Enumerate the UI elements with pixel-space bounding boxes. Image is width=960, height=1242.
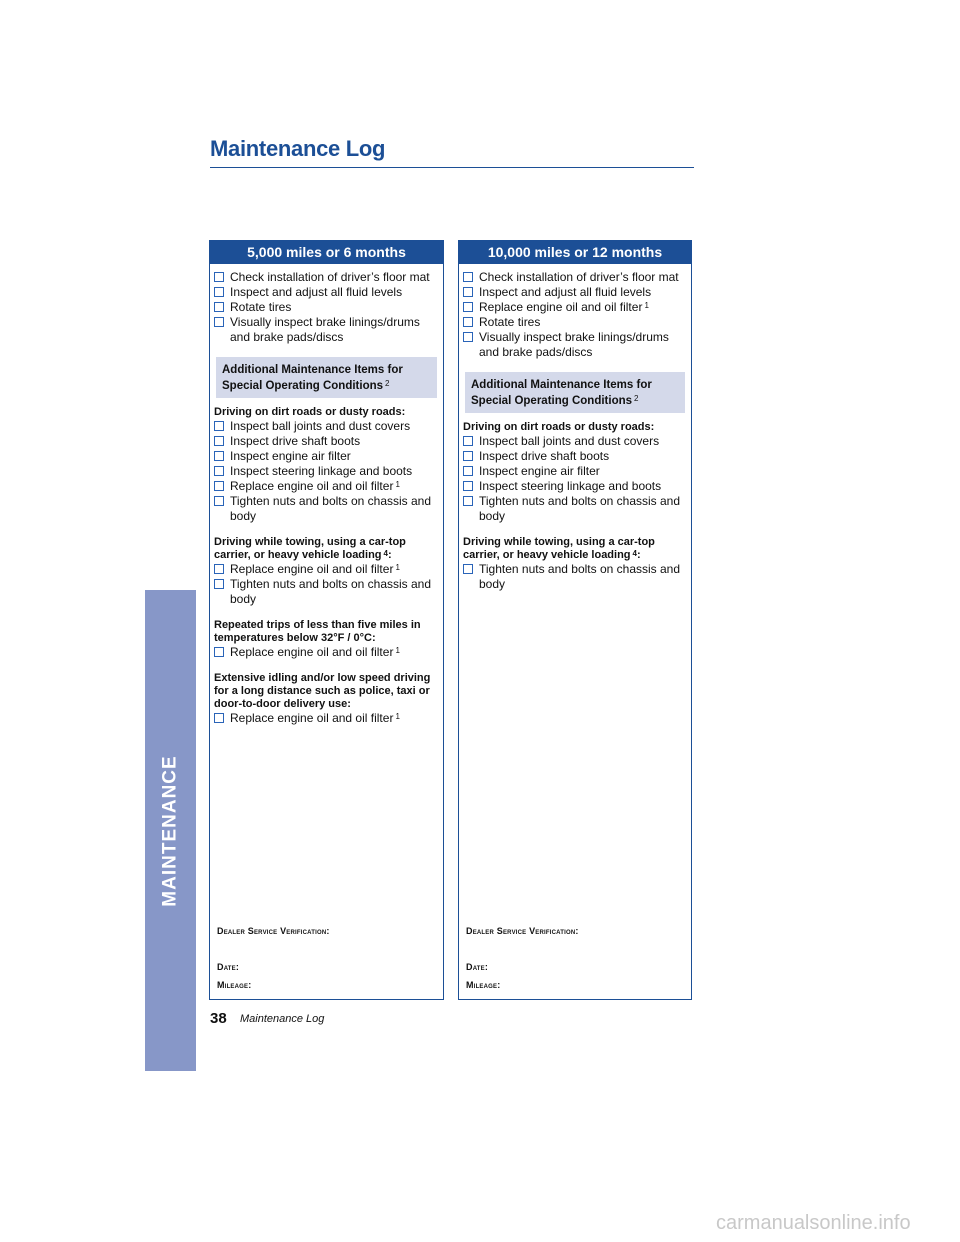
checkbox[interactable] [463,436,473,446]
footnote-marker: 4 [383,549,388,558]
checkbox[interactable] [463,466,473,476]
checkbox[interactable] [463,451,473,461]
special-conditions-title [471,393,679,409]
checklist-item-text: Inspect drive shaft boots [230,434,361,448]
mileage-label: Mileage: [466,980,501,990]
checklist-item-text: Tighten nuts and bolts on chassis and body [230,494,432,523]
checkbox[interactable] [463,302,473,312]
dealer-verification-label: Dealer Service Verification: [217,926,330,936]
condition-title-text: Driving on dirt roads or dusty roads: [214,406,406,418]
column-body [210,264,443,726]
checklist-item-text: Inspect steering linkage and boots [230,464,413,478]
condition-title-text: Driving while towing, using a car-top carrier, or heavy vehicle loading [463,536,655,561]
date-label: Date: [217,962,240,972]
condition-title-text: Extensive idling and/or low speed driving for a long distance such as police, taxi or door-to-door delivery use: [214,672,431,710]
column-header: 10,000 miles or 12 months [458,240,692,264]
checkbox[interactable] [214,466,224,476]
special-conditions-title-text: Special Operating Conditions [222,380,384,392]
checklist-item-text: Inspect and adjust all fluid levels [479,285,652,299]
checklist-item [214,494,439,524]
footnote-marker: 4 [632,549,637,558]
checkbox[interactable] [214,272,224,282]
checkbox[interactable] [214,579,224,589]
checkbox[interactable] [214,451,224,461]
watermark: carmanualsonline.info [716,1212,911,1234]
checklist-item [463,270,687,285]
page-number: 38 [210,1010,227,1027]
checkbox[interactable] [214,436,224,446]
checklist-item [463,562,687,592]
page-title: Maintenance Log [210,136,386,161]
condition-title-text: Driving on dirt roads or dusty roads: [463,421,655,433]
checkbox[interactable] [214,713,224,723]
column-header: 5,000 miles or 6 months [209,240,444,264]
checklist-item [463,434,687,449]
log-column-5000 [209,240,444,1000]
checklist-item-text: Rotate tires [230,300,292,314]
condition-title-end: : [387,549,392,561]
condition-title [214,536,439,562]
checklist-item-text: Tighten nuts and bolts on chassis and body [479,562,681,591]
checklist-item [214,270,439,285]
checklist-item [214,562,439,577]
title-divider [210,167,694,168]
condition-title-end: : [636,549,641,561]
checklist-item [214,419,439,434]
checklist-item-text: Visually inspect brake linings/drums and brake pads/discs [479,330,669,359]
condition-title [214,619,439,645]
checklist-item [463,300,687,315]
checkbox[interactable] [214,647,224,657]
checklist-item-text: Tighten nuts and bolts on chassis and body [479,494,681,523]
condition-title [463,536,687,562]
checkbox[interactable] [214,564,224,574]
checklist-item [214,300,439,315]
checklist-item-text: Inspect steering linkage and boots [479,479,662,493]
checklist-item-text: Inspect engine air filter [479,464,600,478]
log-column-10000 [458,240,692,1000]
condition-title [214,406,439,419]
checkbox[interactable] [463,332,473,342]
date-label: Date: [466,962,489,972]
checklist-item-text: Inspect and adjust all fluid levels [230,285,403,299]
checklist-item [214,479,439,494]
checklist-item [214,645,439,660]
special-conditions-title-text: Special Operating Conditions [471,395,633,407]
checkbox[interactable] [214,287,224,297]
checklist-item [463,330,687,360]
checklist-item [463,285,687,300]
checkbox[interactable] [214,317,224,327]
footnote-marker: 1 [395,712,400,721]
footnote-marker: 1 [395,646,400,655]
checklist-item [214,315,439,345]
checkbox[interactable] [463,564,473,574]
footer-section: Maintenance Log [240,1013,325,1025]
checklist-item-text: Inspect ball joints and dust covers [479,434,660,448]
checkbox[interactable] [463,272,473,282]
checklist-item [463,315,687,330]
checklist-item-text: Replace engine oil and oil filter [479,300,643,314]
special-conditions-title [222,378,431,394]
condition-title [463,421,687,434]
column-body [459,264,691,592]
checkbox[interactable] [463,496,473,506]
checklist-item [214,464,439,479]
checkbox[interactable] [463,481,473,491]
checklist-item-text: Rotate tires [479,315,541,329]
footnote-marker: 1 [644,301,649,310]
side-tab [145,590,196,1071]
checkbox[interactable] [214,421,224,431]
mileage-label: Mileage: [217,980,252,990]
checklist-item [214,285,439,300]
checkbox[interactable] [214,481,224,491]
special-conditions-title: Additional Maintenance Items for [222,364,403,376]
condition-title-text: Repeated trips of less than five miles in temperatures below 32°F / 0°C: [214,619,421,644]
checklist-item [463,479,687,494]
checklist-item-text: Replace engine oil and oil filter [230,562,394,576]
checklist-item-text: Check installation of driver’s floor mat [479,270,679,284]
condition-title [214,672,439,711]
special-conditions-box [216,357,437,398]
checkbox[interactable] [214,302,224,312]
checklist-item-text: Replace engine oil and oil filter [230,479,394,493]
checklist-item-text: Inspect engine air filter [230,449,351,463]
checklist-item [214,434,439,449]
footnote-marker: 1 [395,563,400,572]
special-conditions-box [465,372,685,413]
checklist-item [214,449,439,464]
checklist-item [463,464,687,479]
dealer-verification-label: Dealer Service Verification: [466,926,579,936]
checklist-item [463,449,687,464]
footnote-marker: 1 [395,480,400,489]
footnote-marker: 2 [634,394,639,403]
checklist-item [214,577,439,607]
special-conditions-title: Additional Maintenance Items for [471,379,652,391]
checklist-item-text: Replace engine oil and oil filter [230,711,394,725]
checklist-item-text: Inspect drive shaft boots [479,449,610,463]
checkbox[interactable] [214,496,224,506]
checkbox[interactable] [463,287,473,297]
checklist-item-text: Tighten nuts and bolts on chassis and body [230,577,432,606]
checkbox[interactable] [463,317,473,327]
condition-title-text: Driving while towing, using a car-top carrier, or heavy vehicle loading [214,536,406,561]
checklist-item-text: Inspect ball joints and dust covers [230,419,411,433]
checklist-item-text: Check installation of driver’s floor mat [230,270,430,284]
checklist-item [214,711,439,726]
side-tab-label: MAINTENANCE [159,754,181,907]
checklist-item [463,494,687,524]
checklist-item-text: Visually inspect brake linings/drums and brake pads/discs [230,315,420,344]
footnote-marker: 2 [385,379,390,388]
checklist-item-text: Replace engine oil and oil filter [230,645,394,659]
